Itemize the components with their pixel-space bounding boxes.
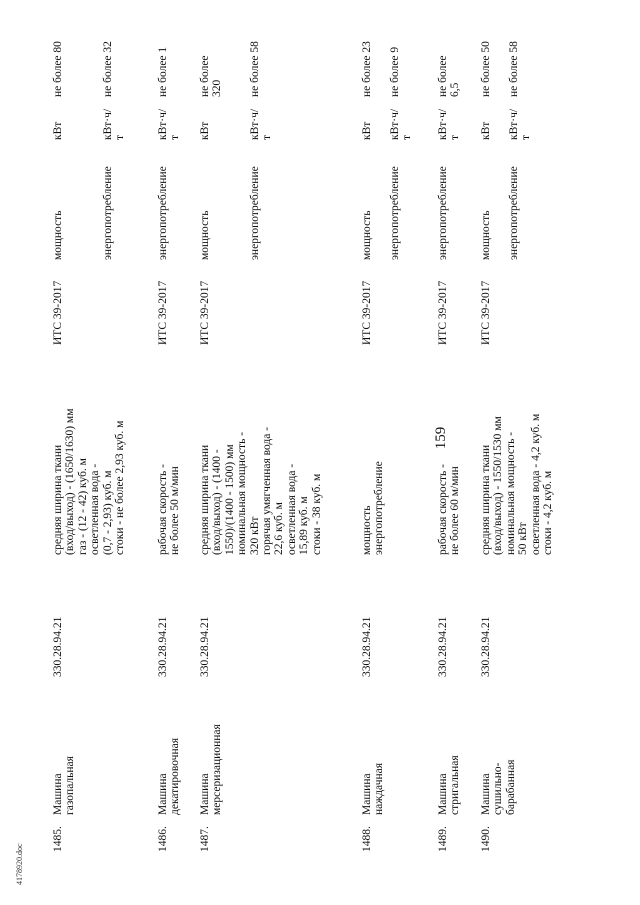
row-number: 1487. [199,826,211,852]
footer-filename: 4178920.doc [15,843,24,885]
okpd-code: 330.28.94.21 [480,616,492,677]
equipment-name: Машина газопальная [52,756,77,815]
value: не более 32 [102,41,114,97]
indicator: энергопотребление [389,166,401,260]
its-reference: ИТС 39-2017 [52,280,64,345]
its-reference: ИТС 39-2017 [480,280,492,345]
characteristics: средняя ширина ткани (вход/выход) - (1400 - 1550)/(1400 - 1500) мм номинальная мощность - 320 кВт горячая умягченная вода - 22,6 куб. м осветленная вода - 15,89 куб. м стоки - 38 куб. м [199,426,323,555]
its-reference: ИТС 39-2017 [157,280,169,345]
indicator: мощность [361,210,373,260]
characteristics: рабочая скорость - не более 50 м/мин [157,464,182,555]
characteristics: средняя ширина ткани (вход/выход) - 1550/1530 мм номинальная мощность - 50 кВт осветленная вода - 4,2 куб. м стоки - 4,2 куб. м [480,413,555,555]
unit: кВт [480,121,492,140]
unit: кВт·ч/ т [389,108,414,140]
okpd-code: 330.28.94.21 [361,616,373,677]
okpd-code: 330.28.94.21 [52,616,64,677]
equipment-name: Машина декатировочная [157,738,182,815]
value: не более 50 [480,41,492,97]
value: не более 58 [508,41,520,97]
row-number: 1488. [361,826,373,852]
indicator: энергопотребление [249,166,261,260]
its-reference: ИТС 39-2017 [437,280,449,345]
indicator: энергопотребление [102,166,114,260]
indicator: мощность [480,210,492,260]
indicator: мощность [52,210,64,260]
its-reference: ИТС 39-2017 [361,280,373,345]
value: не более 6,5 [437,55,462,97]
equipment-name: Машина мерсеризационная [199,724,224,815]
value: не более 23 [361,41,373,97]
indicator: энергопотребление [437,166,449,260]
equipment-name: Машина стригальная [437,755,462,815]
equipment-name: Машина наждачная [361,762,386,815]
indicator: энергопотребление [508,166,520,260]
okpd-code: 330.28.94.21 [437,616,449,677]
equipment-name: Машина сушильно- барабанная [480,759,517,815]
okpd-code: 330.28.94.21 [157,616,169,677]
value: не более 1 [157,46,169,97]
indicator: мощность [199,210,211,260]
value: не более 320 [199,55,224,97]
unit: кВт [361,121,373,140]
unit: кВт·ч/ т [437,108,462,140]
row-number: 1489. [437,826,449,852]
value: не более 9 [389,46,401,97]
row-number: 1490. [480,826,492,852]
unit: кВт·ч/ т [157,108,182,140]
characteristics: средняя ширина ткани (вход/выход) - (1650/1630) мм газ - (12 - 42) куб. м осветленная вода - (0,7 - 2,93) куб. м стоки - не более 2,93 куб. м [52,408,127,555]
indicator: энергопотребление [157,166,169,260]
unit: кВт [199,121,211,140]
unit: кВт [52,121,64,140]
its-reference: ИТС 39-2017 [199,280,211,345]
unit: кВт·ч/ т [508,108,533,140]
page-number: 159 [433,426,449,450]
okpd-code: 330.28.94.21 [199,616,211,677]
value: не более 58 [249,41,261,97]
characteristics: рабочая скорость - не более 60 м/мин [437,464,462,555]
unit: кВт·ч/ т [249,108,274,140]
unit: кВт·ч/ т [102,108,127,140]
row-number: 1485. [52,826,64,852]
characteristics: мощность энергопотребление [361,461,386,555]
row-number: 1486. [157,826,169,852]
value: не более 80 [52,41,64,97]
